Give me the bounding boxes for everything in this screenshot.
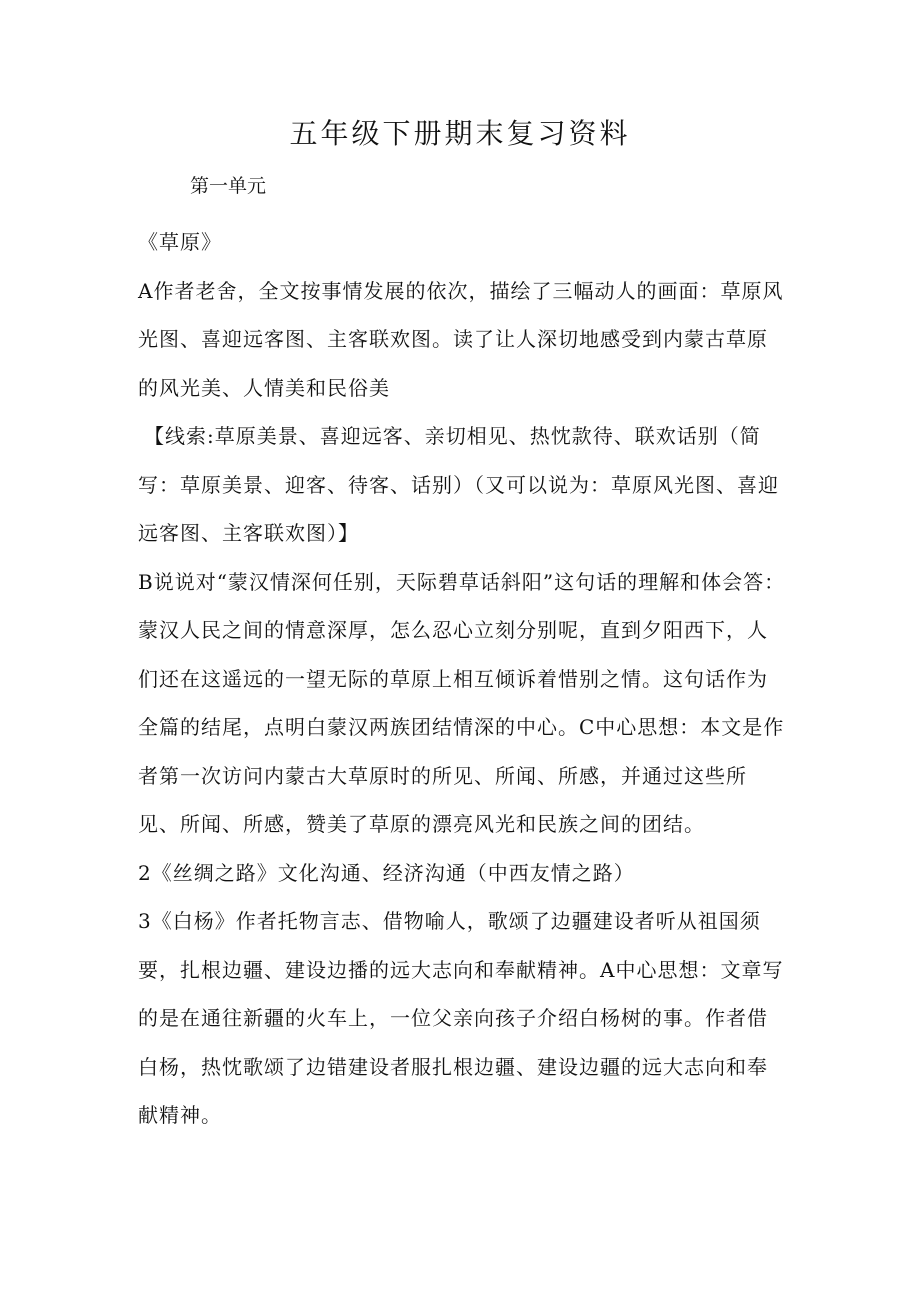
paragraph-silk-road: 2《丝绸之路》文化沟通、经济沟通（中西友情之路） xyxy=(138,860,635,885)
unit-heading: 第一单元 xyxy=(190,175,267,197)
paragraph-clue: 【线索:草原美景、喜迎远客、亲切相见、热忱款待、联欢话别（简写：草原美景、迎客、待客、话别）（又可以说为：草原风光图、喜迎远客图、主客联欢图）】 xyxy=(138,424,779,545)
lesson-title-grassland: 《草原》 xyxy=(138,230,222,254)
paragraph-author-summary: A作者老舍，全文按事情发展的依次，描绘了三幅动人的画面：草原风光图、喜迎远客图、主客联欢图。读了让人深切地感受到内蒙古草原的风光美、人情美和民俗美 xyxy=(138,278,784,400)
page-title: 五年级下册期末复习资料 xyxy=(289,117,631,150)
paragraph-qa-central-idea: B说说对“蒙汉情深何任别，天际碧草话斜阳”这句话的理解和体会答：蒙汉人民之间的情意深厚，怎么忍心立刻分别呢，直到夕阳西下，人们还在这遥远的一望无际的草原上相互倾诉着惜别之情。这句话作为全篇的结尾，点明白蒙汉两族团结情深的中心。C中心思想：本文是作者第一次访问内蒙古大草原时的所见、所闻、所感，并通过这些所见、所闻、所感，赞美了草原的漂亮风光和民族之间的团结。 xyxy=(138,569,786,836)
body-text xyxy=(138,218,788,1140)
paragraph-white-poplar: 3《白杨》作者托物言志、借物喻人，歌颂了边疆建设者听从祖国须要，扎根边疆、建设边播的远大志向和奉献精神。A中心思想：文章写的是在通往新疆的火车上，一位父亲向孩子介绍白杨树的事。作者借白杨，热忱歌颂了边错建设者服扎根边疆、建设边疆的远大志向和奉献精神。 xyxy=(138,909,784,1127)
